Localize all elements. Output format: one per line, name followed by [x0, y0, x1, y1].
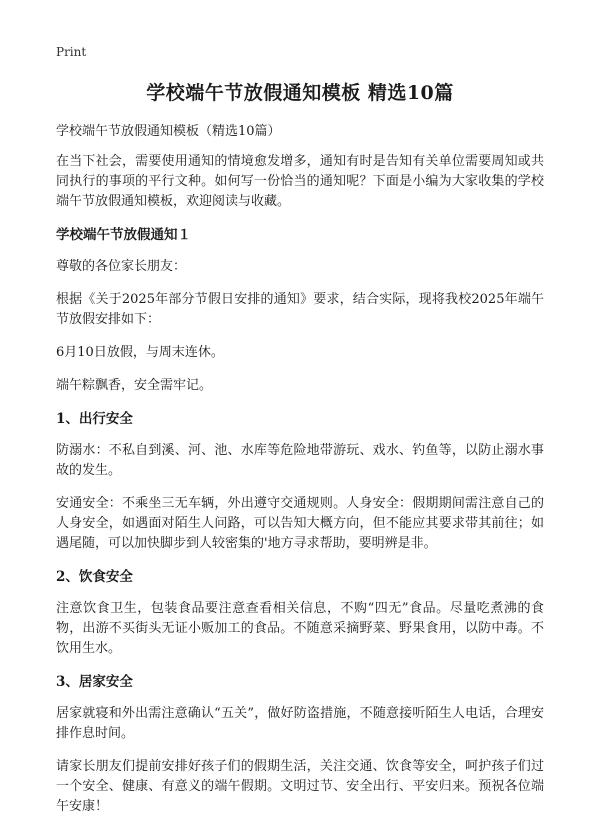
intro-paragraph: 在当下社会，需要使用通知的情境愈发增多，通知有时是告知有关单位需要周知或共同执行的事项的平行文种。如何写一份恰当的通知呢？下面是小编为大家收集的学校端午节放假通知模板，欢迎阅读与收藏。 — [56, 154, 544, 209]
food-safety-paragraph: 注意饮食卫生，包装食品要注意查看相关信息，不购“四无”食品。尽量吃煮沸的食物，出游不买街头无证小贩加工的食品。不随意采摘野菜、野果食用，以防中毒。不饮用生水。 — [56, 601, 544, 656]
document-subtitle: 学校端午节放假通知模板（精选10篇） — [56, 124, 281, 139]
closing-paragraph: 请家长朋友们提前安排好孩子们的假期生活，关注交通、饮食等安全，呵护孩子们过一个安全、健康、有意义的端午假期。文明过节、安全出行、平安归来。预祝各位端午安康！ — [56, 759, 544, 814]
drowning-prevention-paragraph: 防溺水：不私自到溪、河、池、水库等危险地带游玩、戏水、钓鱼等，以防止溺水事故的发生。 — [56, 443, 544, 478]
print-label[interactable]: Print — [56, 45, 87, 59]
document-title: 学校端午节放假通知模板 精选10篇 — [146, 82, 454, 104]
notice-paragraph: 根据《关于2025年部分节假日安排的通知》要求，结合实际，现将我校2025年端午节放假安排如下： — [56, 292, 544, 327]
greeting-paragraph: 尊敬的各位家长朋友： — [56, 259, 187, 274]
home-safety-heading: 3、居家安全 — [56, 674, 133, 690]
travel-safety-heading: 1、出行安全 — [56, 411, 133, 427]
traffic-safety-paragraph: 安通安全：不乘坐三无车辆，外出遵守交通规则。人身安全：假期期间需注意自己的人身安全，如遇面对陌生人问路，可以告知大概方向，但不能应其要求带其前往；如遇尾随，可以加快脚步到人较密集的'地方寻求帮助，要明辨是非。 — [56, 496, 544, 551]
holiday-date-paragraph: 6月10日放假，与周末连休。 — [56, 345, 224, 360]
food-safety-heading: 2、饮食安全 — [56, 569, 133, 585]
section-title: 学校端午节放假通知１ — [56, 227, 191, 243]
safety-reminder-paragraph: 端午粽飘香，安全需牢记。 — [56, 378, 213, 393]
home-safety-paragraph: 居家就寝和外出需注意确认“五关”，做好防盗措施，不随意接听陌生人电话，合理安排作息时间。 — [56, 706, 544, 741]
